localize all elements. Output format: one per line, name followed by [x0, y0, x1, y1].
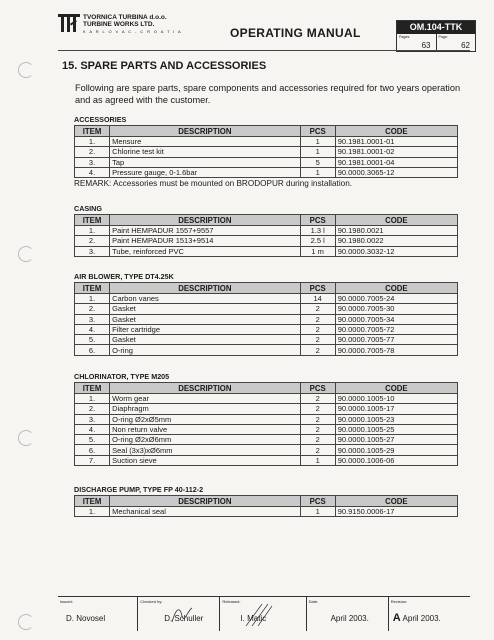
revision-letter: A [392, 612, 401, 624]
col-item: ITEM [75, 126, 110, 137]
col-pcs: PCS [300, 215, 335, 226]
description-cell: Pressure gauge, 0-1.6bar [110, 167, 301, 177]
code-cell: 90.1981.0001-02 [335, 147, 457, 157]
code-cell: 90.0000.1005-23 [335, 414, 457, 424]
col-description: DESCRIPTION [110, 283, 301, 294]
section-title: CHLORINATOR, TYPE M205 [74, 372, 170, 381]
item-cell: 2. [75, 147, 110, 157]
description-cell: Gasket [110, 335, 301, 345]
pcs-cell: 2 [300, 424, 335, 434]
table-header-row [75, 496, 458, 507]
col-code: CODE [335, 126, 457, 137]
table-row [75, 345, 458, 355]
item-cell: 1. [75, 137, 110, 147]
section-accessories [74, 115, 458, 188]
table-row [75, 455, 458, 465]
table-row [75, 314, 458, 324]
pcs-cell: 2.5 l [300, 236, 335, 246]
pcs-cell: 2 [300, 324, 335, 334]
description-cell: Gasket [110, 304, 301, 314]
code-cell: 90.0000.1006-06 [335, 455, 457, 465]
section-casing [74, 204, 458, 257]
signature-released [224, 602, 278, 626]
section-air-blower [74, 272, 458, 356]
item-cell: 6. [75, 345, 110, 355]
item-cell: 5. [75, 435, 110, 445]
intro-text: Following are spare parts, spare components and accessories required for two years operation and as agreed with the customer. [75, 83, 461, 105]
parts-table [74, 214, 458, 257]
table-row [75, 246, 458, 256]
total-pages: 63 [421, 41, 431, 50]
description-cell: Chlorine test kit [110, 147, 301, 157]
col-description: DESCRIPTION [110, 215, 301, 226]
col-code: CODE [335, 215, 457, 226]
col-description: DESCRIPTION [110, 383, 301, 394]
released-name: I. Matic [240, 614, 267, 623]
col-item: ITEM [75, 496, 110, 507]
description-cell: Suction sieve [110, 455, 301, 465]
col-item: ITEM [75, 283, 110, 294]
table-row [75, 424, 458, 434]
company-logo-icon [58, 14, 80, 32]
description-cell: Mensure [110, 137, 301, 147]
punch-hole [18, 246, 34, 262]
pcs-cell: 1 [300, 147, 335, 157]
issued-cell: Issued: D. Novosel [58, 597, 138, 631]
pcs-cell: 2 [300, 394, 335, 404]
pcs-cell: 2 [300, 404, 335, 414]
description-cell: Non return valve [110, 424, 301, 434]
item-cell: 3. [75, 157, 110, 167]
pcs-cell: 2 [300, 345, 335, 355]
item-cell: 1. [75, 226, 110, 236]
description-cell: Paint HEMPADUR 1513+9514 [110, 236, 301, 246]
remark-text: REMARK: Accessories must be mounted on BRODOPUR during installation. [74, 179, 353, 189]
table-row [75, 304, 458, 314]
pcs-cell: 2 [300, 304, 335, 314]
page-cell: Page: 62 [438, 35, 470, 50]
code-cell: 90.0000.7005-77 [335, 335, 457, 345]
description-cell: Worm gear [110, 394, 301, 404]
section-title: DISCHARGE PUMP, TYPE FP 40-112-2 [74, 485, 204, 494]
code-cell: 90.0000.1005-10 [335, 394, 457, 404]
code-cell: 90.0000.7005-34 [335, 314, 457, 324]
table-row [75, 335, 458, 345]
code-cell: 90.0000.1005-17 [335, 404, 457, 414]
date-cell: Date: April 2003. [307, 597, 389, 631]
description-cell: O-ring Ø2xØ6mm [110, 435, 301, 445]
pages-cell: Pages: 63 [397, 34, 437, 51]
description-cell: Filter cartridge [110, 324, 301, 334]
code-cell: 90.0000.1005-27 [335, 435, 457, 445]
description-cell: Diaphragm [110, 404, 301, 414]
pcs-cell: 1 [300, 137, 335, 147]
item-cell: 3. [75, 246, 110, 256]
code-cell: 90.0000.7005-30 [335, 304, 457, 314]
page-header [58, 12, 470, 50]
item-cell: 4. [75, 167, 110, 177]
punch-hole [18, 614, 34, 630]
parts-table [74, 495, 458, 517]
table-row [75, 414, 458, 424]
description-cell: Carbon vanes [110, 294, 301, 304]
table-row [75, 294, 458, 304]
pcs-cell: 1.3 l [300, 226, 335, 236]
description-cell: O-ring [110, 345, 301, 355]
item-cell: 3. [75, 314, 110, 324]
section-chlorinator [74, 372, 458, 466]
table-header-row [75, 126, 458, 137]
description-cell: O-ring Ø2xØ5mm [110, 414, 301, 424]
col-pcs: PCS [300, 126, 335, 137]
document-code: OM.104-TTK [397, 21, 475, 34]
pcs-cell: 2 [300, 335, 335, 345]
code-cell: 90.1981.0001-04 [335, 157, 457, 167]
revision-cell: Revision: A April 2003. [390, 599, 441, 624]
description-cell: Mechanical seal [110, 507, 301, 517]
signature-checked [142, 602, 196, 626]
table-row [75, 435, 458, 445]
col-description: DESCRIPTION [110, 126, 301, 137]
col-item: ITEM [75, 215, 110, 226]
description-cell: Tap [110, 157, 301, 167]
pcs-cell: 2 [300, 314, 335, 324]
description-cell: Tube, reinforced PVC [110, 246, 301, 256]
section-title: ACCESSORIES [74, 115, 127, 124]
table-row [75, 167, 458, 177]
code-cell: 90.0000.1005-25 [335, 424, 457, 434]
released-cell: Released: I. Matic [220, 597, 306, 631]
item-cell: 4. [75, 424, 110, 434]
col-pcs: PCS [300, 283, 335, 294]
col-pcs: PCS [300, 383, 335, 394]
issued-name: D. Novosel [66, 614, 106, 623]
code-cell: 90.0000.7005-78 [335, 345, 457, 355]
col-item: ITEM [75, 383, 110, 394]
table-row [75, 445, 458, 455]
item-cell: 4. [75, 324, 110, 334]
table-row [75, 226, 458, 236]
col-pcs: PCS [300, 496, 335, 507]
code-cell: 90.0000.1005-29 [335, 445, 457, 455]
item-cell: 3. [75, 414, 110, 424]
parts-table [74, 282, 458, 356]
description-cell: Seal (3x3)xØ6mm [110, 445, 301, 455]
table-row [75, 404, 458, 414]
code-cell: 90.0000.3065-12 [335, 167, 457, 177]
checked-cell: Checked by: D. Schuller [138, 597, 220, 631]
section-title: AIR BLOWER, TYPE DT4.25K [74, 272, 174, 281]
pcs-cell: 14 [300, 294, 335, 304]
pcs-cell: 1 m [300, 246, 335, 256]
table-row [75, 236, 458, 246]
pcs-cell: 1 [300, 507, 335, 517]
code-cell: 90.1980.0022 [335, 236, 457, 246]
punch-hole [18, 430, 34, 446]
document-code-box [396, 20, 476, 52]
table-row [75, 147, 458, 157]
table-row [75, 137, 458, 147]
pcs-cell: 2 [300, 435, 335, 445]
punch-hole [18, 62, 34, 78]
code-cell: 90.1980.0021 [335, 226, 457, 236]
parts-table [74, 125, 458, 178]
item-cell: 7. [75, 455, 110, 465]
page-number: 62 [461, 41, 470, 50]
approval-footer [58, 596, 470, 631]
section-discharge-pump [74, 485, 458, 517]
section-title: CASING [74, 204, 102, 213]
item-cell: 2. [75, 304, 110, 314]
table-row [75, 507, 458, 517]
item-cell: 1. [75, 507, 110, 517]
table-row [75, 157, 458, 167]
col-code: CODE [335, 383, 457, 394]
code-cell: 90.1981.0001-01 [335, 137, 457, 147]
table-row [75, 394, 458, 404]
item-cell: 1. [75, 394, 110, 404]
code-cell: 90.0000.3032-12 [335, 246, 457, 256]
item-cell: 1. [75, 294, 110, 304]
page-title: 15. SPARE PARTS AND ACCESSORIES [62, 60, 267, 72]
parts-table [74, 382, 458, 466]
description-cell: Gasket [110, 314, 301, 324]
item-cell: 2. [75, 404, 110, 414]
table-header-row [75, 215, 458, 226]
col-code: CODE [335, 496, 457, 507]
code-cell: 90.0000.7005-72 [335, 324, 457, 334]
checked-name: D. Schuller [164, 614, 204, 623]
company-name: TVORNICA TURBINA d.o.o. TURBINE WORKS LTD. K A R L O V A C - C R O A T I A [83, 14, 183, 34]
pcs-cell: 2 [300, 414, 335, 424]
table-row [75, 324, 458, 334]
pcs-cell: 2 [300, 445, 335, 455]
item-cell: 5. [75, 335, 110, 345]
pcs-cell: 1 [300, 455, 335, 465]
item-cell: 6. [75, 445, 110, 455]
revision-date: April 2003. [402, 614, 441, 623]
pcs-cell: 5 [300, 157, 335, 167]
col-code: CODE [335, 283, 457, 294]
code-cell: 90.0000.7005-24 [335, 294, 457, 304]
col-description: DESCRIPTION [110, 496, 301, 507]
header-divider [58, 50, 470, 51]
manual-title: OPERATING MANUAL [230, 26, 361, 40]
item-cell: 2. [75, 236, 110, 246]
table-header-row [75, 283, 458, 294]
table-header-row [75, 383, 458, 394]
description-cell: Paint HEMPADUR 1557+9557 [110, 226, 301, 236]
code-cell: 90.9150.0006-17 [335, 507, 457, 517]
pcs-cell: 1 [300, 167, 335, 177]
date-value: April 2003. [330, 614, 369, 623]
